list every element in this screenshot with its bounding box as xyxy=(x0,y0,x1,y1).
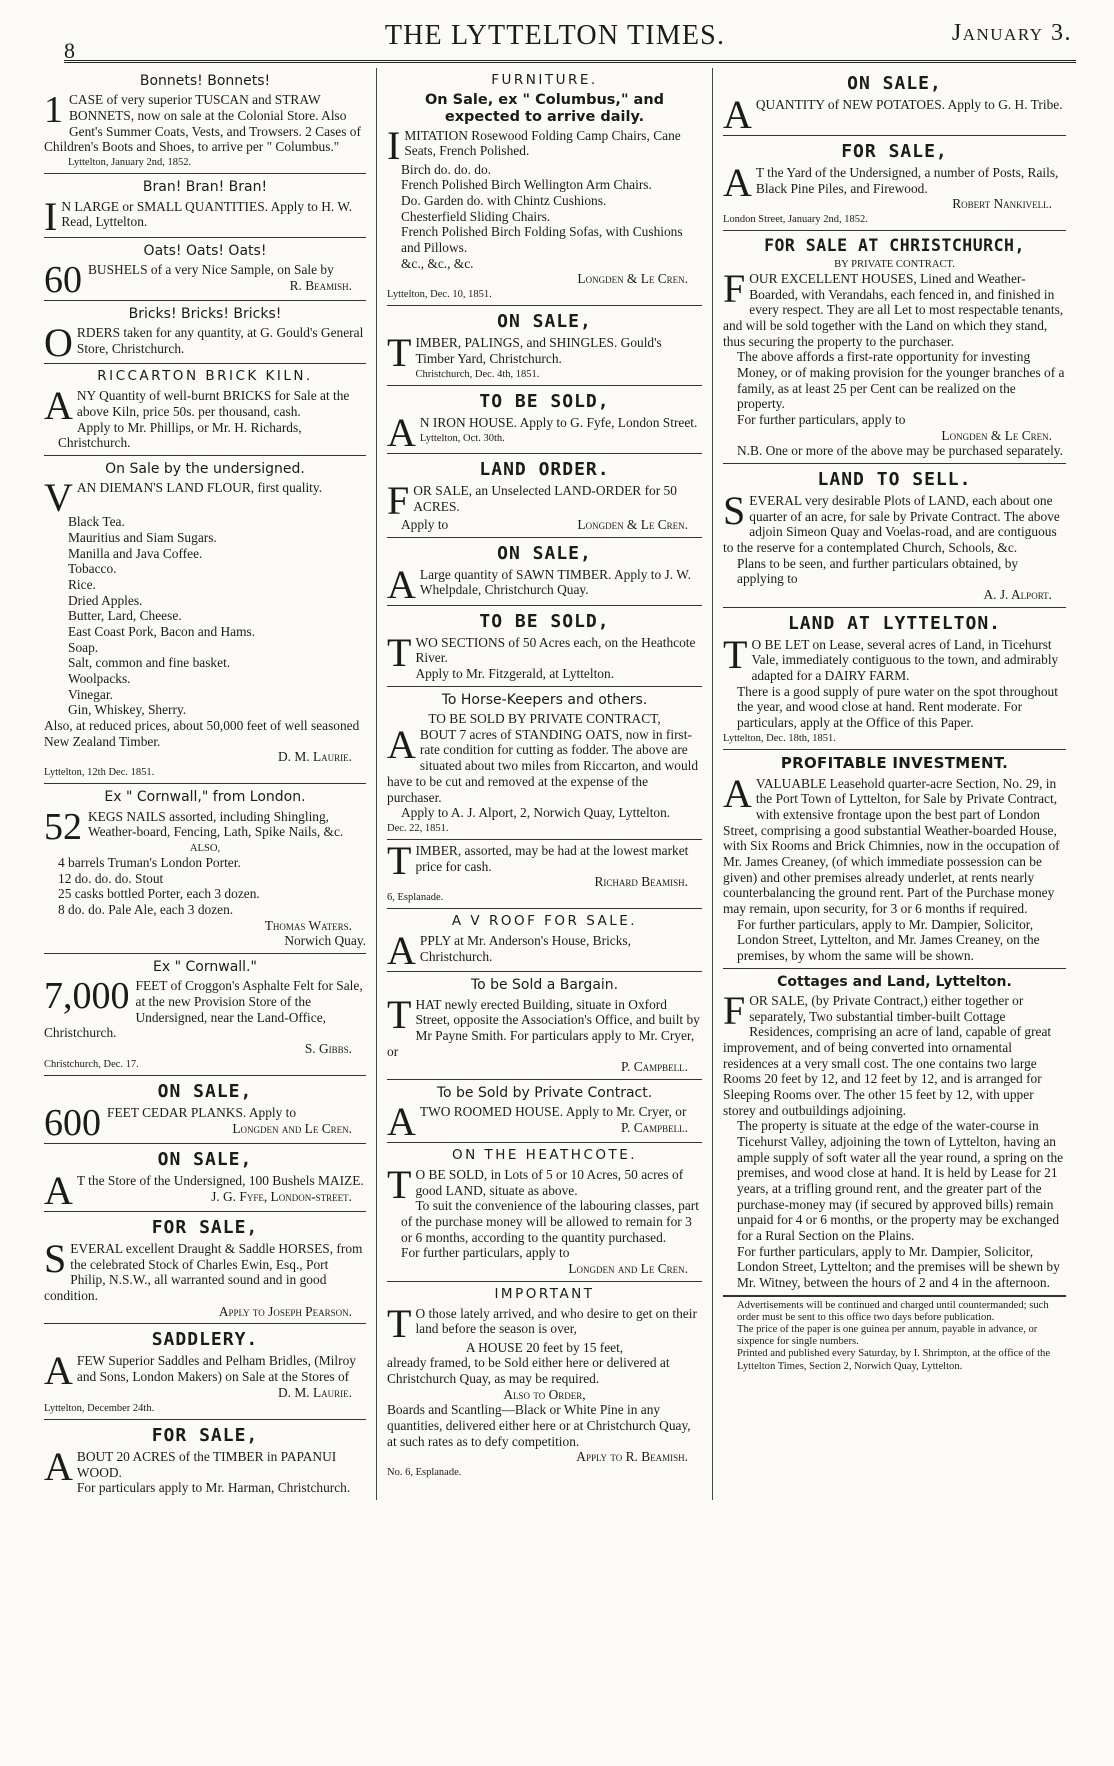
ad-bonnets xyxy=(44,68,366,174)
drop-cap: A xyxy=(44,1348,73,1394)
list-item: Soap. xyxy=(68,639,99,655)
ad-dateline: Lyttelton, Dec. 18th, 1851. xyxy=(723,732,836,744)
ad-text: OR SALE, an Unselected LAND-ORDER for 50 ACRES. xyxy=(413,482,677,514)
ad-sections xyxy=(387,606,702,687)
ad-dateline: Lyttelton, Oct. 30th. xyxy=(419,432,505,444)
ad-text: For particulars apply to Mr. Harman, Christchurch. xyxy=(76,1480,351,1496)
ad-text: Plans to be seen, and further particulars obtained, by applying to xyxy=(737,555,1019,587)
ad-maize xyxy=(44,1144,366,1212)
ad-text: CASE of very superior TUSCAN and STRAW BONNETS, now on sale at the Colonial Store. Also Gent's Summer Coats, Vests, and Trowsers. 2 Cases of Children's Boots and Shoes, to arrive per " Columbus." xyxy=(44,92,361,155)
ad-signature: Robert Nankivell. xyxy=(952,196,1052,212)
ad-text: RDERS taken for any quantity, at G. Gould's General Store, Christchurch. xyxy=(76,325,364,357)
ad-heading: Bricks! Bricks! Bricks! xyxy=(128,306,282,323)
ad-dateline: 6, Esplanade. xyxy=(387,892,444,904)
list-item: Vinegar. xyxy=(68,686,113,702)
list-item: Salt, common and fine basket. xyxy=(68,655,231,671)
drop-cap: A xyxy=(723,92,752,138)
list-item: East Coast Pork, Bacon and Hams. xyxy=(68,624,256,640)
ad-dateline: Christchurch, Dec. 4th, 1851. xyxy=(415,368,540,380)
ad-cornwall-felt xyxy=(44,954,366,1076)
ad-text: BOUT 20 ACRES of the TIMBER in PAPANUI WOOD. xyxy=(76,1448,337,1480)
drop-cap: T xyxy=(387,1162,412,1208)
ad-dateline: Lyttelton, Dec. 10, 1851. xyxy=(387,288,492,300)
ad-cornwall-nails xyxy=(44,784,366,954)
ad-private-contract xyxy=(387,1080,702,1143)
list-item: Woolpacks. xyxy=(68,671,131,687)
ad-signature: Longden & Le Cren. xyxy=(577,516,688,532)
ad-heading: Ex " Cornwall," from London. xyxy=(104,789,306,806)
ad-heading: TO BE SOLD, xyxy=(479,610,610,632)
drop-cap: O xyxy=(44,320,73,366)
ad-heading: LAND ORDER. xyxy=(479,458,610,480)
drop-cap: A xyxy=(723,160,752,206)
ad-text: For further particulars, apply to Mr. Dampier, Solicitor, London Street, Lyttelton, and Mr. James Creaney, on the premises, by whom the same will be shown. xyxy=(737,916,1040,963)
drop-cap: 7,000 xyxy=(44,975,130,1018)
notice-imprint: Printed and published every Saturday, by I. Shrimpton, at the office of the Lyttelton Times, Section 2, Norwich Quay, Lyttelton. xyxy=(737,1348,1051,1372)
drop-cap: T xyxy=(387,1300,412,1346)
list-item: Butter, Lard, Cheese. xyxy=(68,608,182,624)
drop-cap: S xyxy=(44,1236,67,1282)
ad-dateline: Christchurch, Dec. 17. xyxy=(44,1058,139,1070)
ad-text: Also, at reduced prices, about 50,000 feet of well seasoned New Zealand Timber. xyxy=(44,718,360,749)
issue-date: January 3. xyxy=(951,20,1072,46)
drop-cap: A xyxy=(44,1168,73,1214)
ad-heading: ON SALE, xyxy=(157,1148,253,1170)
ad-subheading: On Sale, ex " Columbus," and expected to arrive daily. xyxy=(424,91,665,126)
ad-text: HAT newly erected Building, situate in Oxford Street, opposite the Association's Office, and built by Mr Payne Smith. For particulars apply to Mr. Cryer, or xyxy=(387,996,700,1059)
ad-text: A HOUSE 20 feet by 15 feet, xyxy=(465,1339,624,1355)
column-2 xyxy=(376,68,712,1500)
list-item: Mauritius and Siam Sugars. xyxy=(68,529,217,545)
ad-signature: A. J. Alport. xyxy=(983,587,1052,602)
ad-text: OUR EXCELLENT HOUSES, Lined and Weather-Boarded, with Verandahs, each fenced in, and finished in every respect. They are all Let to most respectable tenants, and will be sold together with the Land on which they stand, thus securing the property to the purchaser. xyxy=(723,270,1064,349)
ad-heading: A V ROOF FOR SALE. xyxy=(451,913,638,930)
ad-text: OR SALE, (by Private Contract,) either together or separately, Two substantial timber-built Cottage Residences, comprising an acre of land, capable of great improvement, and of being converted into ornamental residences at a very small cost. The one contains two large Rooms 20 feet by 12, and 12 feet by 12, and is arranged for Sleeping Rooms over. The other 15 feet by 12, with upper storey and outbuildings adjoining. xyxy=(723,993,1052,1118)
ad-heading: Bonnets! Bonnets! xyxy=(139,73,271,89)
ad-important xyxy=(387,1282,702,1483)
publisher-notices xyxy=(723,1296,1066,1377)
ad-text: T the Yard of the Undersigned, a number of Posts, Rails, Black Pine Piles, and Firewood. xyxy=(755,165,1059,196)
ad-heading: FOR SALE, xyxy=(151,1217,259,1239)
drop-cap: I xyxy=(387,122,401,168)
ad-land-order xyxy=(387,454,702,538)
drop-cap: I xyxy=(44,193,58,239)
ad-text: The property is situate at the edge of the water-course in Ticehurst Valley, adjoining the town of Lyttelton, having an ample supply of soft water all the year round, a spring on the premises, and wood close at hand. It is held by Lease for 21 years, at a trifling ground rent, and the greater part of the purchase-money may (if secured by approved bills) remain unpaid for 4 or 6 months, or the property may be exchanged for a Rural Section on the Plains. xyxy=(737,1118,1064,1244)
ad-iron-house xyxy=(387,386,702,454)
ad-land-to-sell xyxy=(723,464,1066,608)
ad-heading: ON SALE, xyxy=(497,542,592,564)
drop-cap: A xyxy=(387,561,416,607)
ad-bricks xyxy=(44,301,366,364)
ad-signature: Apply to R. Beamish. xyxy=(576,1449,688,1465)
ad-text: O BE SOLD, in Lots of 5 or 10 Acres, 50 acres of good LAND, situate as above. xyxy=(415,1167,684,1198)
ad-text: Boards and Scantling—Black or White Pine in any quantities, delivered either here or at Christchurch Quay, at such rates as to defy competition. xyxy=(387,1402,691,1449)
column-1 xyxy=(34,68,376,1500)
ad-text: N IRON HOUSE. Apply to G. Fyfe, London Street. xyxy=(419,414,698,430)
ad-heading: To be Sold a Bargain. xyxy=(470,977,619,994)
ad-timber-assorted xyxy=(387,840,702,909)
ad-text: For further particulars, apply to Mr. Dampier, Solicitor, London Street, Lyttelton; and the premises will be shewn by Mr. Witney, between the hours of 2 and 4 in the afternoon. xyxy=(737,1243,1060,1291)
ad-sawn-timber xyxy=(387,538,702,606)
ad-land-lyttelton xyxy=(723,608,1066,750)
list-item: 8 do. do. Pale Ale, each 3 dozen. xyxy=(58,901,234,917)
drop-cap: 600 xyxy=(44,1101,101,1144)
ad-dateline: Lyttelton, January 2nd, 1852. xyxy=(68,157,192,169)
drop-cap: A xyxy=(387,1099,416,1145)
ad-signature: D. M. Laurie. xyxy=(278,749,352,765)
page-number: 8 xyxy=(64,38,75,63)
ad-heading: Bran! Bran! Bran! xyxy=(142,179,268,196)
ad-text: IMBER, PALINGS, and SHINGLES. Gould's Timber Yard, Christchurch. xyxy=(415,335,662,366)
drop-cap: A xyxy=(44,1443,73,1489)
ad-dateline: Lyttelton, 12th Dec. 1851. xyxy=(44,767,155,779)
ad-text: There is a good supply of pure water on the spot throughout the year, and wood close at hand. Rent moderate. For particulars, apply at the Office of this Paper. xyxy=(737,683,1058,731)
ad-text: Apply to A. J. Alport, 2, Norwich Quay, Lyttelton. xyxy=(401,805,671,821)
ad-also: ALSO, xyxy=(189,842,221,854)
list-item: Chesterfield Sliding Chairs. xyxy=(401,208,551,224)
drop-cap: A xyxy=(387,409,416,455)
notice-price: The price of the paper is one guinea per annum, payable in advance, or sixpence for single numbers. xyxy=(737,1324,1038,1348)
drop-cap: A xyxy=(723,770,752,816)
ad-text: Apply to Mr. Fitzgerald, at Lyttelton. xyxy=(415,666,615,682)
ad-text: O those lately arrived, and who desire to get on their land before the season is over, xyxy=(415,1305,697,1337)
drop-cap: A xyxy=(387,928,416,974)
list-item: Tobacco. xyxy=(68,561,117,577)
drop-cap: T xyxy=(387,991,412,1037)
ad-text: EVERAL excellent Draught & Saddle HORSES, from the celebrated Stock of Charles Ewin, Esq., Port Philip, N.S.W., all warranted sound and in good condition. xyxy=(44,1241,363,1304)
masthead xyxy=(34,0,1076,62)
ad-heading: To be Sold by Private Contract. xyxy=(436,1084,653,1101)
ad-text: The above affords a first-rate opportunity for investing Money, or of making provision for the younger branches of a family, as at least 25 per Cent can be realized on the property. xyxy=(737,349,1065,412)
paper-title: THE LYTTELTON TIMES. xyxy=(384,20,726,51)
ad-subheading: BY PRIVATE CONTRACT. xyxy=(834,258,955,270)
ad-signature-place: Norwich Quay. xyxy=(284,933,366,949)
ad-text: FEET of Croggon's Asphalte Felt for Sale, at the new Provision Store of the Undersigned, near the Land-Office, Christchurch. xyxy=(44,978,363,1041)
ad-signature: D. M. Laurie. xyxy=(278,1384,352,1400)
list-item: French Polished Birch Folding Sofas, with Cushions and Pillows. xyxy=(401,224,683,255)
list-item: Black Tea. xyxy=(68,514,125,530)
drop-cap: T xyxy=(387,330,412,376)
ad-text: FEET CEDAR PLANKS. Apply to xyxy=(107,1104,297,1120)
ad-heading: ON SALE, xyxy=(497,311,592,333)
ad-undersigned xyxy=(44,456,366,784)
ad-text: PPLY at Mr. Anderson's House, Bricks, Christchurch. xyxy=(419,933,631,964)
drop-cap: F xyxy=(723,988,746,1034)
list-item: Rice. xyxy=(68,577,96,592)
ad-heading: PROFITABLE INVESTMENT. xyxy=(780,754,1009,773)
ad-text: Large quantity of SAWN TIMBER. Apply to J. W. Whelpdale, Christchurch Quay. xyxy=(419,566,691,598)
ad-signature: Apply to Joseph Pearson. xyxy=(218,1303,352,1319)
list-item: 25 casks bottled Porter, each 3 dozen. xyxy=(58,886,260,902)
ad-heading: FURNITURE. xyxy=(491,72,598,88)
ad-signature: P. Campbell. xyxy=(621,1059,688,1075)
ad-dateline: Dec. 22, 1851. xyxy=(387,822,449,834)
drop-cap: 1 xyxy=(44,89,63,132)
list-item: &c., &c., &c. xyxy=(401,255,474,271)
ad-signature: Richard Beamish. xyxy=(594,874,688,890)
ad-apply xyxy=(387,517,702,533)
ad-text: WO SECTIONS of 50 Acres each, on the Heathcote River. xyxy=(415,634,696,666)
drop-cap: A xyxy=(387,721,416,767)
ad-heading: SADDLERY. xyxy=(151,1329,259,1351)
ad-signature: S. Gibbs. xyxy=(304,1040,352,1056)
list-item: Manilla and Java Coffee. xyxy=(68,545,203,561)
ad-heading: ON THE HEATHCOTE. xyxy=(451,1147,638,1164)
ad-text: O BE LET on Lease, several acres of Land, in Ticehurst Vale, immediately contiguous to the town, and admirably adapted for a DAIRY FARM. xyxy=(751,636,1059,684)
list-item: 4 barrels Truman's London Porter. xyxy=(58,854,241,870)
ad-text: AN DIEMAN'S LAND FLOUR, first quality. xyxy=(76,480,323,496)
list-item: 12 do. do. do. Stout xyxy=(58,870,164,886)
ad-also: Also to Order, xyxy=(503,1386,586,1402)
ad-palings xyxy=(387,306,702,386)
ad-heading: TO BE SOLD, xyxy=(479,390,610,412)
ad-heading: On Sale by the undersigned. xyxy=(105,460,305,477)
ad-text: FEW Superior Saddles and Pelham Bridles, (Milroy and Sons, London Makers) on Sale at the Stores of xyxy=(76,1353,356,1385)
drop-cap: T xyxy=(387,629,412,675)
ad-text: BUSHELS of a very Nice Sample, on Sale by xyxy=(88,262,334,278)
ad-text: NY Quantity of well-burnt BRICKS for Sale at the above Kiln, price 50s. per thousand, cash. xyxy=(76,388,350,419)
list-item: Birch do. do. do. xyxy=(401,161,492,177)
ad-furniture xyxy=(387,68,702,306)
ad-subheading: TO BE SOLD BY PRIVATE CONTRACT, xyxy=(428,711,661,727)
ad-horse-keepers xyxy=(387,687,702,840)
ad-heading: ON SALE, xyxy=(847,73,942,94)
drop-cap: S xyxy=(723,487,746,533)
ad-dateline: Lyttelton, December 24th. xyxy=(44,1402,155,1414)
list-item: French Polished Birch Wellington Arm Chairs. xyxy=(401,177,652,193)
ad-heathcote xyxy=(387,1143,702,1281)
ad-text: For further particulars, apply to xyxy=(401,1245,570,1261)
ad-horses xyxy=(44,1212,366,1324)
ad-note: N.B. One or more of the above may be purchased separately. xyxy=(737,443,1063,459)
drop-cap: F xyxy=(723,265,746,311)
ad-riccarton xyxy=(44,364,366,455)
ad-heading: FOR SALE AT CHRISTCHURCH, xyxy=(764,236,1025,256)
ad-text: TWO ROOMED HOUSE. Apply to Mr. Cryer, or xyxy=(419,1104,687,1120)
ad-text: N LARGE or SMALL QUANTITIES. Apply to H. W. Read, Lyttelton. xyxy=(61,198,353,230)
ad-text: T the Store of the Undersigned, 100 Bushels MAIZE. xyxy=(76,1173,364,1189)
ad-signature: Longden and Le Cren. xyxy=(568,1261,688,1277)
ad-text: KEGS NAILS assorted, including Shingling, Weather-board, Fencing, Lath, Spike Nails, &c. xyxy=(88,808,344,840)
ad-heading: LAND TO SELL. xyxy=(817,468,972,490)
ad-signature: R. Beamish. xyxy=(289,277,352,293)
ad-heading: Oats! Oats! Oats! xyxy=(143,242,267,259)
ad-christchurch-houses xyxy=(723,231,1066,464)
item-list xyxy=(44,514,366,718)
drop-cap: T xyxy=(387,838,412,884)
ad-heading: Cottages and Land, Lyttelton. xyxy=(777,973,1012,990)
ad-text: QUANTITY of NEW POTATOES. Apply to G. H. Tribe. xyxy=(755,97,1063,113)
drop-cap: F xyxy=(387,477,410,523)
masthead-rule xyxy=(64,60,1076,63)
ad-heading: IMPORTANT xyxy=(494,1285,595,1302)
ad-signature: Thomas Waters. xyxy=(264,917,352,933)
drop-cap: T xyxy=(723,631,748,677)
ad-text: Apply to Mr. Phillips, or Mr. H. Richards, Christchurch. xyxy=(58,419,302,451)
ad-investment xyxy=(723,750,1066,969)
ad-dateline: No. 6, Esplanade. xyxy=(387,1466,462,1478)
ad-v-roof xyxy=(387,909,702,972)
ad-heading: FOR SALE, xyxy=(151,1424,259,1446)
ad-text: For further particulars, apply to xyxy=(737,411,906,427)
ad-bargain xyxy=(387,972,702,1080)
ad-signature: J. G. Fyfe, London-street. xyxy=(211,1188,352,1204)
ad-text: VALUABLE Leasehold quarter-acre Section, No. 29, in the Port Town of Lyttelton, for Sale by Private Contract, with extensive frontage upon the best part of London Street, comprising a good substantial Weather-boarded House, with Six Rooms and Brick Chimnies, now in the occupation of Mr. James Creaney, (of which immediate possession can be given) and other premises already underlet, at rents nearly counterbalancing the ground rent. Part of the Purchase money may remain, upon security, for 3 or 6 months if required. xyxy=(723,775,1060,916)
drop-cap: 52 xyxy=(44,805,82,848)
ad-text: MITATION Rosewood Folding Camp Chairs, Cane Seats, French Polished. xyxy=(404,127,681,159)
notice-advertisements: Advertisements will be continued and charged until countermanded; such order must be sent to this office two days before publication. xyxy=(737,1299,1049,1323)
ad-signature: Longden & Le Cren. xyxy=(577,271,688,287)
apply-to-text: Apply to xyxy=(401,516,449,532)
ad-text: EVERAL very desirable Plots of LAND, each about one quarter of an acre, for sale by Private Contract. The above adjoin Simeon Quay and Voelas-road, and are contiguous to the reserve for a contemplated Church, Schools, &c. xyxy=(723,492,1060,555)
ad-bran xyxy=(44,174,366,237)
ad-signature: P. Campbell. xyxy=(621,1119,688,1135)
item-list xyxy=(387,162,702,272)
ad-oats xyxy=(44,238,366,301)
drop-cap: A xyxy=(44,383,73,429)
ad-heading: LAND AT LYTTELTON. xyxy=(787,612,1002,634)
list-item: Dried Apples. xyxy=(68,592,143,608)
ad-saddlery xyxy=(44,1324,366,1419)
ad-heading: RICCARTON BRICK KILN. xyxy=(97,368,313,385)
ad-heading: To Horse-Keepers and others. xyxy=(441,691,648,708)
ad-text: BOUT 7 acres of STANDING OATS, now in first-rate condition for cutting as fodder. The above are situated about two miles from Riccarton, and would have to be cut and removed at the expense of the purchaser. xyxy=(387,726,699,805)
ad-posts-rails xyxy=(723,136,1066,231)
ad-signature: Longden & Le Cren. xyxy=(941,427,1052,443)
ad-signature: Longden and Le Cren. xyxy=(232,1120,352,1136)
column-3 xyxy=(712,68,1076,1500)
ad-text: already framed, to be Sold either here or delivered at Christchurch Quay, as may be required. xyxy=(387,1355,670,1386)
ad-text: To suit the convenience of the labouring classes, part of the purchase money will be allowed to remain for 3 or 6 months, according to the quantity purchased. xyxy=(401,1198,699,1245)
ad-dateline: London Street, January 2nd, 1852. xyxy=(723,214,868,226)
ad-text: IMBER, assorted, may be had at the lowest market price for cash. xyxy=(415,843,689,874)
list-item: Gin, Whiskey, Sherry. xyxy=(68,702,187,718)
ad-cottages xyxy=(723,969,1066,1296)
ad-papanui xyxy=(44,1420,366,1500)
ad-potatoes xyxy=(723,68,1066,136)
list-item: Do. Garden do. with Chintz Cushions. xyxy=(401,192,607,208)
drop-cap: 60 xyxy=(44,259,82,302)
ad-cedar xyxy=(44,1076,366,1144)
drop-cap: V xyxy=(44,475,73,521)
ad-heading: ON SALE, xyxy=(157,1080,253,1102)
ad-heading: FOR SALE, xyxy=(841,141,948,163)
ad-heading: Ex " Cornwall." xyxy=(153,958,257,975)
